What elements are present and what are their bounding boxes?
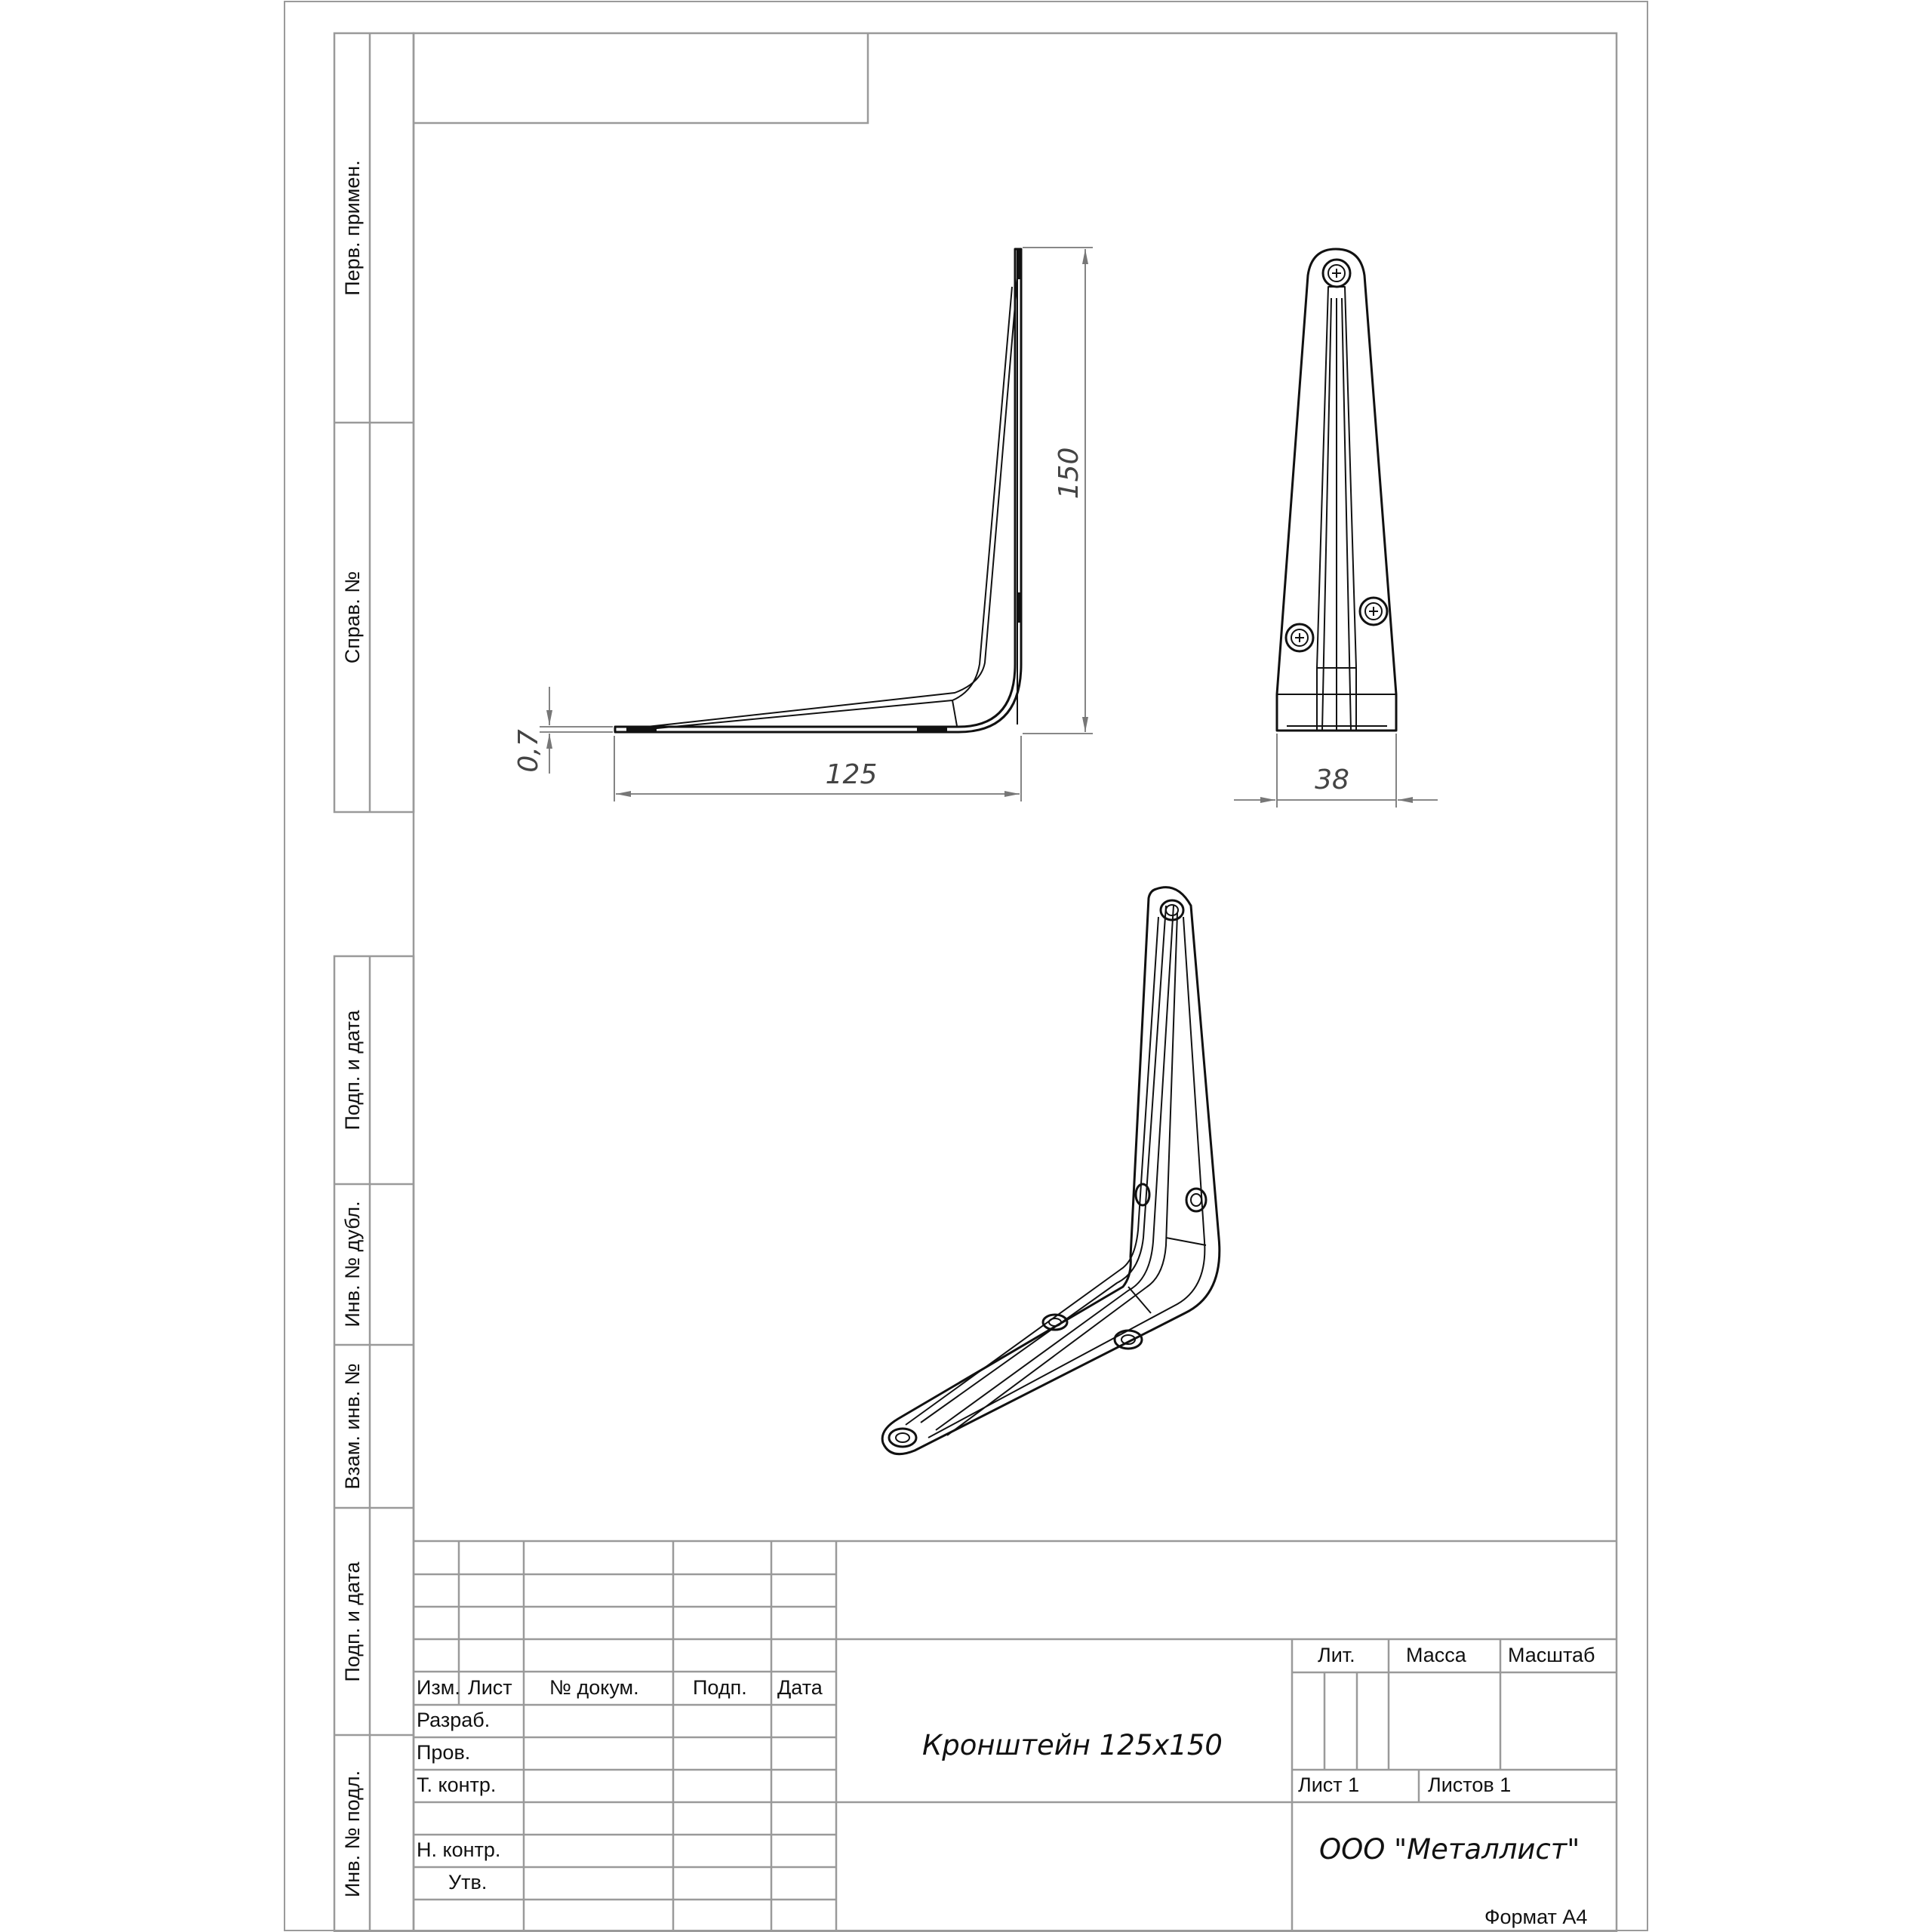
format-label: Формат А4 [1484, 1906, 1588, 1928]
screw-hole-left-icon [1286, 624, 1313, 651]
role-prov: Пров. [417, 1741, 471, 1764]
stamp-inv-dubl: Инв. № дубл. [341, 1201, 364, 1327]
header-masshtab: Масштаб [1508, 1644, 1595, 1666]
sheets-total: Листов 1 [1428, 1774, 1512, 1796]
iso-hole-top-icon [1161, 900, 1183, 920]
screw-hole-top-icon [1323, 260, 1350, 287]
stamp-sprav-no: Справ. № [341, 571, 364, 664]
header-lit: Лит. [1318, 1644, 1355, 1666]
col-izm: Изм. [417, 1676, 460, 1699]
col-data: Дата [777, 1676, 823, 1699]
dim-width-label: 125 [825, 759, 878, 790]
role-utv: Утв. [448, 1871, 488, 1894]
iso-hole-mid-left-icon [1136, 1184, 1149, 1205]
paper-border [285, 2, 1647, 1930]
side-view-bracket [1277, 249, 1396, 731]
iso-hole-low-right-icon [1115, 1331, 1142, 1349]
sheet-number: Лист 1 [1298, 1774, 1360, 1796]
dim-height-label: 150 [1054, 447, 1084, 500]
col-podp: Подп. [693, 1676, 747, 1699]
stamp-perv-primen: Перв. примен. [341, 160, 364, 296]
dim-thickness-label: 0,7 [513, 729, 544, 773]
front-view-bracket [615, 249, 1021, 732]
drawing-title: Кронштейн 125x150 [922, 1729, 1223, 1761]
dim-width-125 [614, 736, 1021, 801]
screw-hole-right-icon [1360, 598, 1387, 625]
header-massa: Масса [1406, 1644, 1466, 1666]
stamp-podp-data-1: Подп. и дата [341, 1010, 364, 1131]
iso-hole-tip-icon [889, 1429, 916, 1447]
iso-hole-mid-right-icon [1186, 1189, 1206, 1211]
role-razrab: Разраб. [417, 1709, 491, 1731]
role-n-kontr: Н. контр. [417, 1838, 501, 1861]
company-name: ООО "Металлист" [1319, 1833, 1580, 1866]
role-t-kontr: Т. контр. [417, 1774, 497, 1796]
stamp-inv-podl: Инв. № подл. [341, 1770, 364, 1898]
col-doc-no: № докум. [549, 1676, 639, 1699]
isometric-bracket [882, 888, 1220, 1454]
stamp-vzam-inv: Взам. инв. № [341, 1363, 364, 1490]
dim-depth-label: 38 [1315, 764, 1349, 795]
col-list: Лист [468, 1676, 512, 1699]
designation-box [414, 33, 868, 123]
dim-thickness-07 [540, 687, 613, 774]
stamp-podp-data-2: Подп. и дата [341, 1561, 364, 1682]
